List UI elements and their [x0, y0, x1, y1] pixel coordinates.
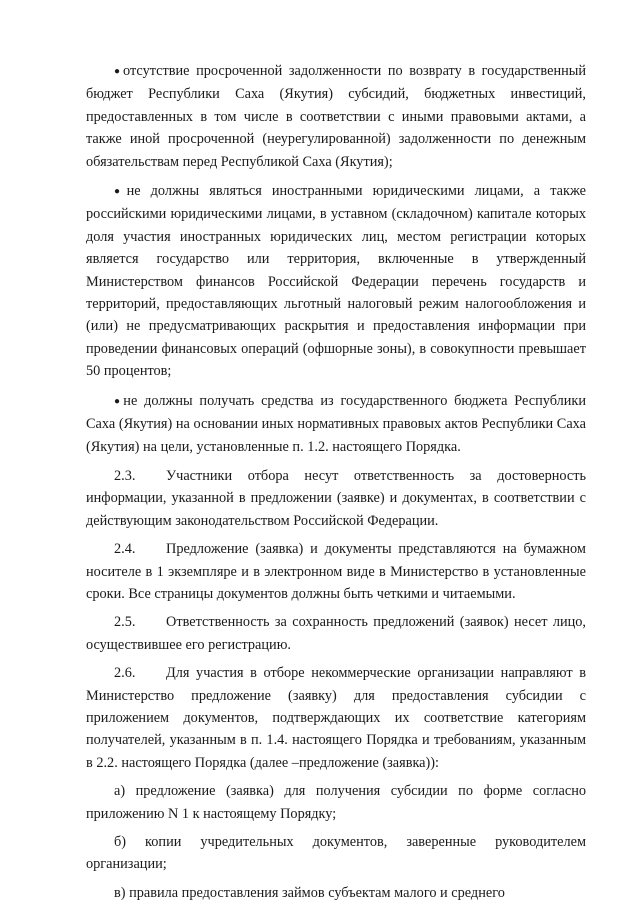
- clause-2-5: [86, 611, 586, 656]
- bullet-text: не должны являться иностранными юридическими лицами, а также российскими юридическими лицами, в уставном (складочном) капитале которых доля участия иностранных юридических лиц, местом регистрации которых является государство или территория, включенные в утвержденный Министерством финансов Российской Федерации перечень государств и территорий, предоставляющих льготный налоговый режим налогообложения и (или) не предусматривающих раскрытия и предоставления информации при проведении финансовых операций (офшорные зоны), в совокупности превышает 50 процентов;: [86, 183, 586, 380]
- bullet-icon: ●: [114, 186, 127, 198]
- clause-number: 2.3.: [114, 467, 136, 484]
- clause-text: Предложение (заявка) и документы представляются на бумажном носителе в 1 экземпляре и в электронном виде в Министерство в установленные сроки. Все страницы документов должны быть четкими и читаемыми.: [86, 541, 586, 602]
- clause-text: Участники отбора несут ответственность за достоверность информации, указанной в предложении (заявке) и документах, в соответствии с действующим законодательством Российской Федерации.: [86, 467, 586, 529]
- bullet-paragraph-2: [86, 180, 586, 383]
- bullet-text: не должны получать средства из государственного бюджета Республики Саха (Якутия) на основании иных нормативных правовых актов Республики Саха (Якутия) на цели, установленные п. 1.2. настоящего Порядка.: [86, 392, 587, 455]
- clause-number: 2.5.: [114, 614, 136, 631]
- list-item-a: а) предложение (заявка) для получения субсидии по форме согласно приложению N 1 к настоящему Порядку;: [86, 783, 586, 822]
- clause-text: Для участия в отборе некоммерческие организации направляют в Министерство предложение (заявку) для предоставления субсидии с приложением документов, подтверждающих их соответствие категориям получателей, указанным в п. 1.4. настоящего Порядка и требованиям, указанным в 2.2. настоящего Порядка (далее –предложение (заявка)):: [86, 665, 586, 771]
- list-item-c: в) правила предоставления займов субъектам малого и среднего: [114, 884, 505, 901]
- clause-number: 2.6.: [114, 665, 136, 682]
- bullet-paragraph-1: [86, 60, 586, 173]
- bullet-paragraph-3: [86, 390, 586, 458]
- clause-number: 2.4.: [114, 541, 136, 558]
- clause-2-4: [86, 538, 586, 605]
- clause-2-3: [86, 465, 586, 532]
- clause-text: Ответственность за сохранность предложений (заявок) несет лицо, осуществившее его регистрацию.: [86, 614, 586, 653]
- list-item-b: б) копии учредительных документов, заверенные руководителем организации;: [86, 834, 586, 873]
- bullet-icon: ●: [114, 66, 124, 77]
- bullet-text: отсутствие просроченной задолженности по возврату в государственный бюджет Республики Саха (Якутия) субсидий, бюджетных инвестиций, предоставленных в том числе в соответствии с иными правовыми актами, а также иной просроченной (неурегулированной) задолженности по денежным обязательствам перед Республикой Саха (Якутия);: [86, 63, 586, 170]
- clause-2-6: [86, 662, 586, 774]
- bullet-icon: ●: [114, 395, 124, 407]
- document-page: [86, 60, 586, 910]
